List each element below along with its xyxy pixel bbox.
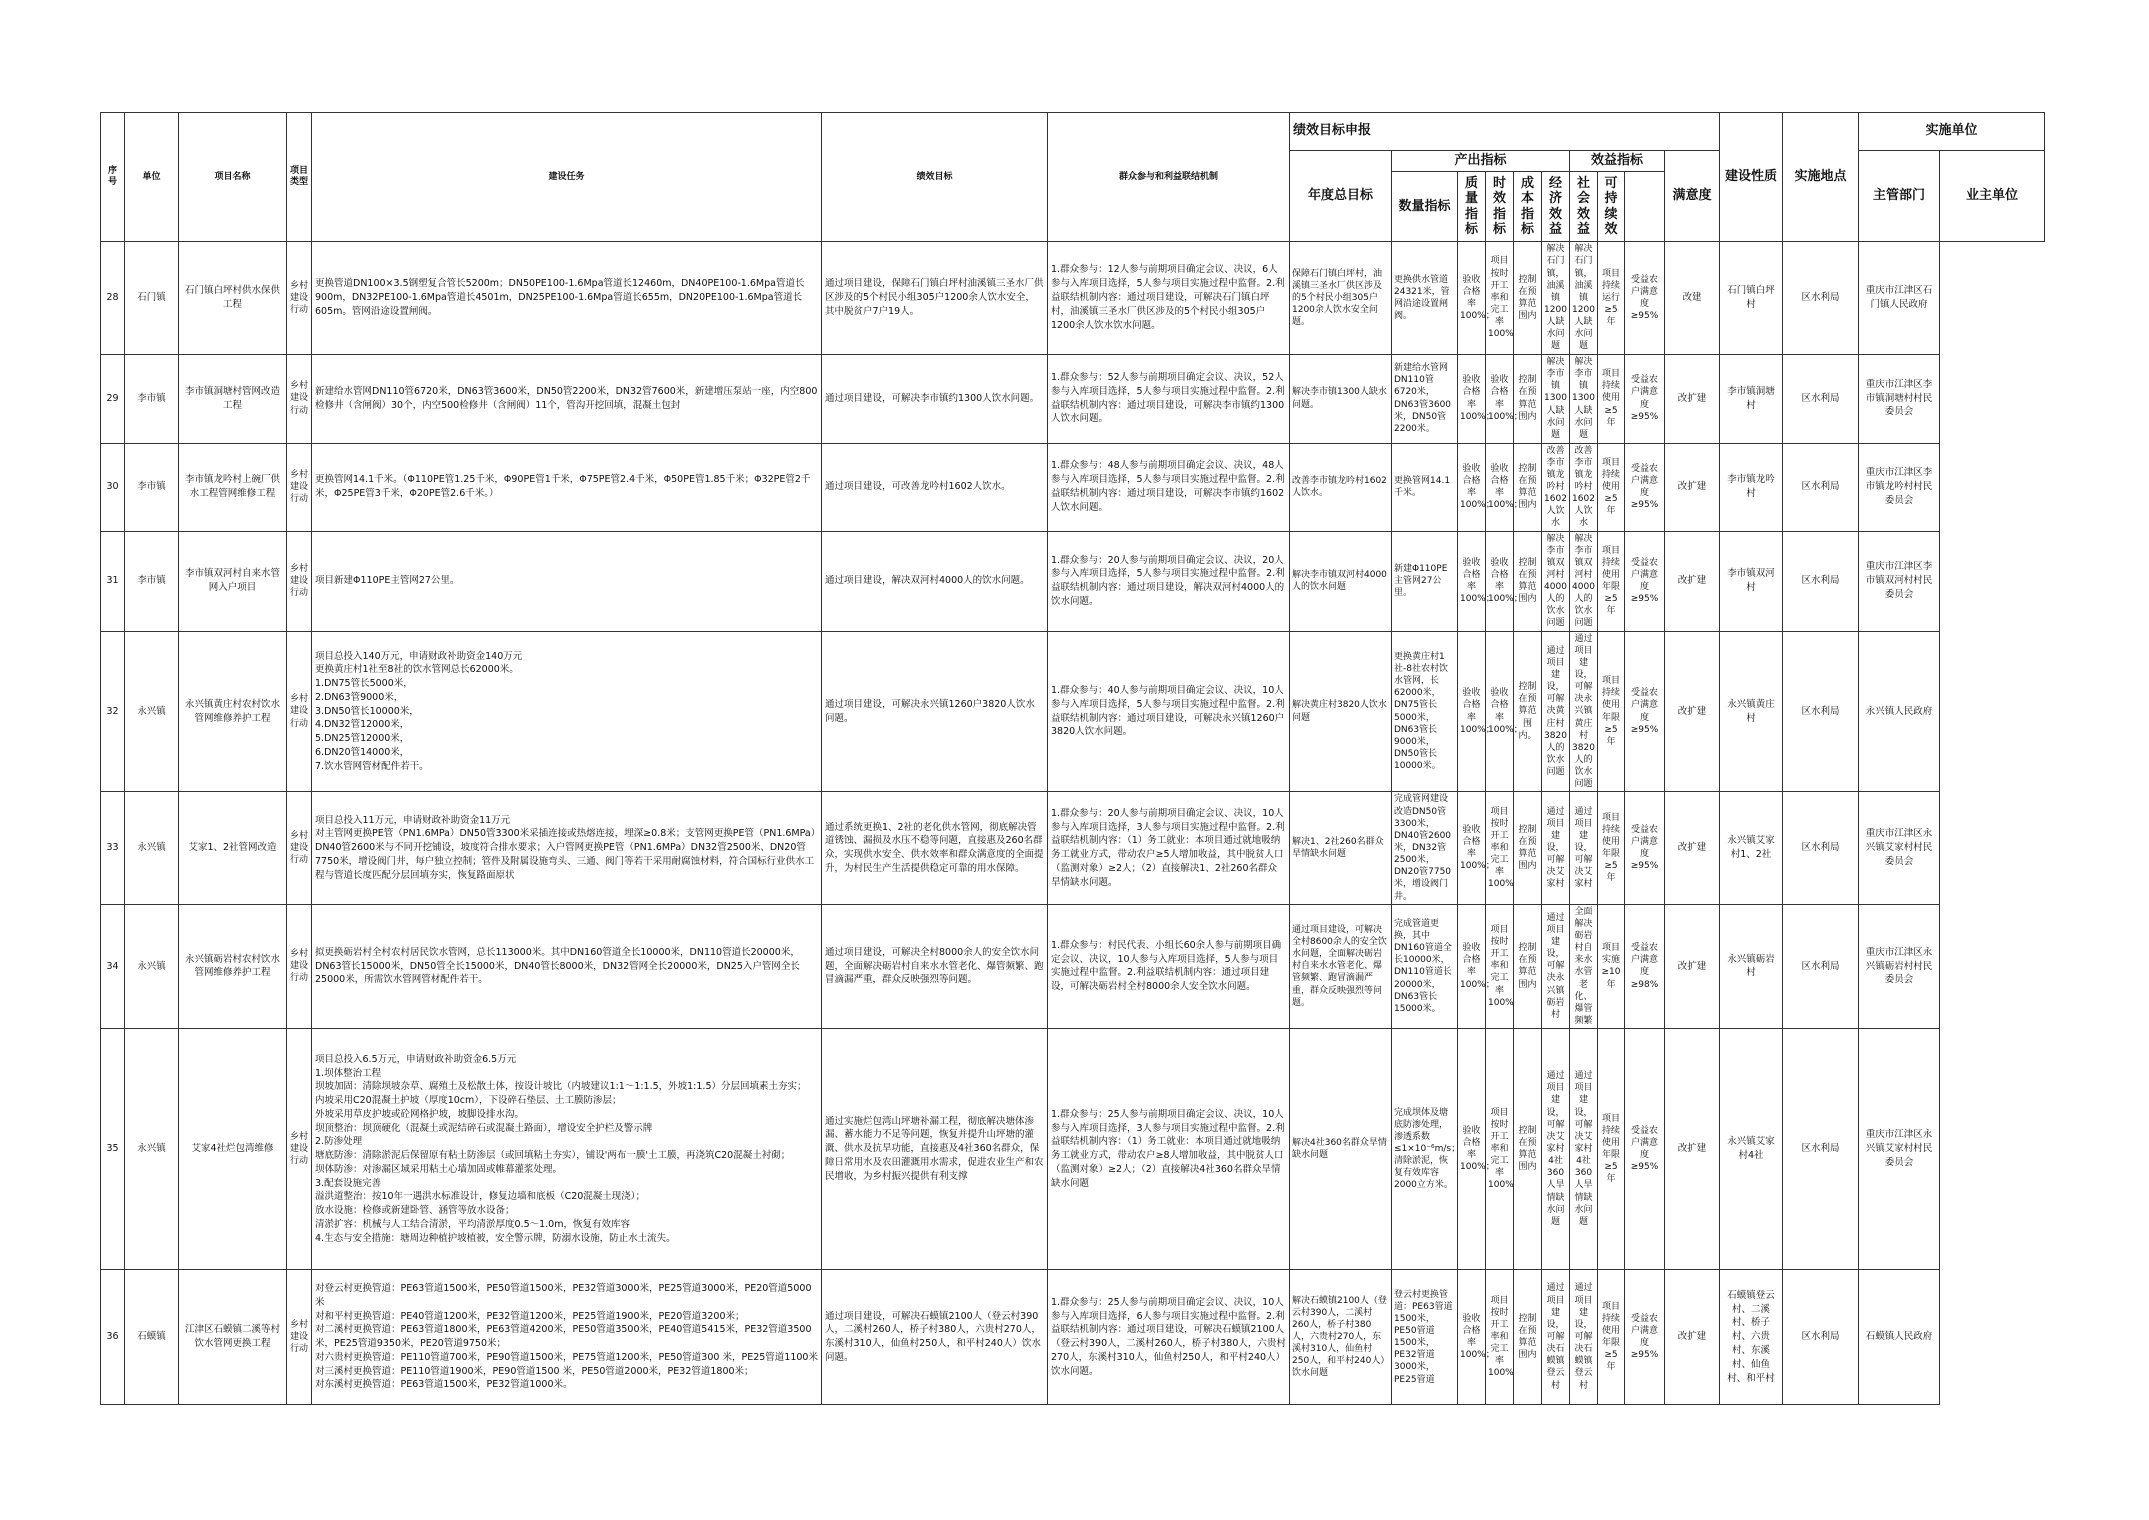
row-cost: 控制在预算范围内 [1514, 443, 1542, 531]
row-unit: 永兴镇 [125, 792, 179, 904]
header-social: 社会效益 [1570, 172, 1598, 242]
row-cost: 控制在预算范围内 [1514, 354, 1542, 443]
row-annual-goal: 解决李市镇1300人缺水问题。 [1290, 354, 1392, 443]
row-project-name: 永兴镇黄庄村农村饮水管网维修养护工程 [179, 631, 287, 792]
row-satisfaction: 受益农户满意度≥95% [1625, 354, 1665, 443]
row-owner: 重庆市江津区永兴镇砺岩村村民委员会 [1859, 904, 1940, 1028]
row-goal: 通过项目建设，解决双河村4000人的饮水问题。 [822, 531, 1048, 631]
row-quantity: 更换黄庄村1社-8社农村饮水管网，长62000米，DN75管长5000米，DN63管长9000米，DN50管长10000米。 [1392, 631, 1458, 792]
row-sustainable: 项目持续使用年限≥5年 [1598, 531, 1625, 631]
row-annual-goal: 改善李市镇龙吟村1602人饮水。 [1290, 443, 1392, 531]
row-quantity: 登云村更换管道：PE63管道1500米，PE50管道1500米，PE32管道3000米，PE25管道 [1392, 1270, 1458, 1405]
row-quantity: 更换供水管道24321米，管网沿途设置闸阀。 [1392, 242, 1458, 354]
row-mechanism: 1.群众参与：40人参与前期项目确定会议、决议，10人参与入库项目选择，5人参与项目实施过程中监督。2.利益联结机制内容：通过项目建设，可解决永兴镇1260户3820人饮水问题。 [1048, 631, 1290, 792]
row-project-type: 乡村建设行动 [287, 1029, 312, 1270]
row-satisfaction: 受益农户满意度≥95% [1625, 1029, 1665, 1270]
row-goal: 通过项目建设，可解决永兴镇1260户3820人饮水问题。 [822, 631, 1048, 792]
row-sustainable: 项目持续使用年限≥5年 [1598, 631, 1625, 792]
row-timeliness: 项目按时开工率和完工率100% [1486, 1270, 1514, 1405]
table-row [101, 1270, 2045, 1405]
row-owner: 重庆市江津区李市镇双河村村民委员会 [1859, 531, 1940, 631]
table-row [101, 443, 2045, 531]
row-project-name: 李市镇龙吟村上碗厂供水工程管网维修工程 [179, 443, 287, 531]
row-goal: 通过项目建设，可改善龙吟村1602人饮水。 [822, 443, 1048, 531]
header-project-type: 项目类型 [287, 113, 312, 242]
row-unit: 永兴镇 [125, 1029, 179, 1270]
row-project-name: 石门镇白坪村供水保供工程 [179, 242, 287, 354]
row-no: 32 [101, 631, 125, 792]
row-project-type: 乡村建设行动 [287, 531, 312, 631]
row-sustainable: 项目持续使用年限≥5年 [1598, 1029, 1625, 1270]
row-annual-goal: 通过项目建设，可解决全村8600余人的安全饮水问题，全面解决砺岩村自来水水管老化、爆管频繁、跑冒滴漏严重，群众反映强烈等问题。 [1290, 904, 1392, 1028]
header-perf-declare: 绩效目标申报 [1290, 113, 1720, 151]
row-project-type: 乡村建设行动 [287, 354, 312, 443]
row-nature: 改扩建 [1665, 631, 1720, 792]
header-quantity: 数量指标 [1392, 172, 1458, 242]
header-cost: 成本指标 [1514, 172, 1542, 242]
row-satisfaction: 受益农户满意度≥95% [1625, 242, 1665, 354]
row-social: 改善李市镇龙吟村1602人饮水 [1570, 443, 1598, 531]
row-social: 通过项目建设，可解决艾家村 [1570, 792, 1598, 904]
row-task: 项目总投入140万元，申请财政补助资金140万元 更换黄庄村1社至8社的饮水管网总长62000米。 1.DN75管长5000米， 2.DN63管9000米， 3.DN50管长10000米， 4.DN32管12000米， 5.DN25管12000米， 6.DN20管14000米， 7.饮水管网管材配件若干。 [312, 631, 822, 792]
row-owner: 重庆市江津区李市镇洞塘村村民委员会 [1859, 354, 1940, 443]
row-unit: 李市镇 [125, 531, 179, 631]
row-timeliness: 项目按时开工率和完工率100% [1486, 792, 1514, 904]
row-timeliness: 项目按时开工率和完工率100% [1486, 1029, 1514, 1270]
row-nature: 改建 [1665, 242, 1720, 354]
row-no: 35 [101, 1029, 125, 1270]
row-location: 石门镇白坪村 [1720, 242, 1783, 354]
row-no: 36 [101, 1270, 125, 1405]
row-nature: 改扩建 [1665, 1270, 1720, 1405]
row-task: 项目总投入6.5万元，申请财政补助资金6.5万元 1.坝体整治工程 坝坡加固：清除坝坡杂草、腐殖土及松散土体，按设计坡比（内坡建议1:1～1:1.5，外坡1:1.5）分层回填素土夯实； 内坡采用C20混凝土护坡（厚度10cm），下设碎石垫层、土工膜防渗层； 外坡采用草皮护坡或砼网格护坡，坡脚设排水沟。 坝顶整治：坝顶硬化（混凝土或泥结碎石或混凝土路面），增设安全护栏及警示牌 2.防渗处理 塘底防渗：清除淤泥后保留原有粘土防渗层（或回填粘土夯实），铺设'两布一膜'土工膜，再浇筑C20混凝土衬砌； 坝体防渗：对渗漏区域采用粘土心墙加固或帷幕灌浆处理。 3.配套设施完善 溢洪道整治：按10年一遇洪水标准设计，修复边墙和底板（C20混凝土现浇）； 放水设施：检修或新建卧管、涵管等放水设备； 清淤扩容：机械与人工结合清淤，平均清淤厚度0.5～1.0m，恢复有效库容 4.生态与安全措施：塘周边种植护坡植被，安全警示牌，防溺水设施，防止水土流失。 [312, 1029, 822, 1270]
row-mechanism: 1.群众参与：25人参与前期项目确定会议、决议，10人参与入库项目选择，3人参与项目实施过程中监督。2.利益联结机制内容：（1）务工就业：本项目通过就地吸纳务工就业方式，带动农户≥8人增加收益，其中脱贫人口（监测对象）≥2人；（2）直接解决4社360名群众旱情缺水问题 [1048, 1029, 1290, 1270]
header-unit: 单位 [125, 113, 179, 242]
row-social: 解决石门镇，油溪镇1200人缺水问题 [1570, 242, 1598, 354]
row-timeliness: 验收合格率100%； [1486, 354, 1514, 443]
row-mechanism: 1.群众参与：20人参与前期项目确定会议、决议，10人参与入库项目选择，3人参与项目实施过程中监督。2.利益联结机制内容：（1）务工就业：本项目通过就地吸纳务工就业方式，带动农户≥5人增加收益，其中脱贫人口（监测对象）≥2人；（2）直接解决1、2社260名群众旱情缺水问题。 [1048, 792, 1290, 904]
row-location: 永兴镇艾家村4社 [1720, 1029, 1783, 1270]
row-goal: 通过项目建设，可解决李市镇约1300人饮水问题。 [822, 354, 1048, 443]
row-no: 29 [101, 354, 125, 443]
row-nature: 改扩建 [1665, 1029, 1720, 1270]
row-mechanism: 1.群众参与：52人参与前期项目确定会议、决议，52人参与入库项目选择，5人参与项目实施过程中监督。2.利益联结机制内容：通过项目建设，可解决李市镇约1300人饮水问题。 [1048, 354, 1290, 443]
row-owner: 重庆市江津区石门镇人民政府 [1859, 242, 1940, 354]
row-quality: 验收合格率100%； [1458, 631, 1486, 792]
row-quality: 验收合格率100%； [1458, 531, 1486, 631]
row-unit: 石门镇 [125, 242, 179, 354]
row-annual-goal: 解决4社360名群众旱情缺水问题 [1290, 1029, 1392, 1270]
row-quality: 验收合格率100%； [1458, 242, 1486, 354]
row-task: 拟更换砺岩村全村农村居民饮水管网，总长113000米。其中DN160管道全长10000米，DN110管道长20000米，DN63管长15000米，DN50管全长15000米，DN40管长8000米，DN32管网全长20000米，DN25入户管网全长25000米，所需饮水管网管材配件若干。 [312, 904, 822, 1028]
row-location: 李市镇洞塘村 [1720, 354, 1783, 443]
row-quantity: 完成管道更换，其中DN160管道全长10000米，DN110管道长20000米，DN63管长15000米。 [1392, 904, 1458, 1028]
row-goal: 通过实施烂包湾山坪塘补漏工程，彻底解决塘体渗漏、蓄水能力不足等问题，恢复并提升山坪塘的灌溉、供水及抗旱功能，直接惠及4社360名群众，保障日常用水及农田灌溉用水需求，促进农业生产和农民增收，为乡村振兴提供有利支撑 [822, 1029, 1048, 1270]
row-timeliness: 验收合格率100%； [1486, 531, 1514, 631]
row-quality: 验收合格率100%； [1458, 904, 1486, 1028]
row-owner: 重庆市江津区永兴镇艾家村村民委员会 [1859, 1029, 1940, 1270]
row-project-type: 乡村建设行动 [287, 792, 312, 904]
header-impl: 实施单位 [1859, 113, 2045, 151]
table-body [101, 242, 2045, 1405]
row-mechanism: 1.群众参与：48人参与前期项目确定会议、决议，48人参与入库项目选择，5人参与项目实施过程中监督。2.利益联结机制内容：通过项目建设，可解决李市镇约1602人饮水问题。 [1048, 443, 1290, 531]
row-mechanism: 1.群众参与：20人参与前期项目确定会议、决议，20人参与入库项目选择，5人参与项目实施过程中监督。2.利益联结机制内容：通过项目建设，解决双河村4000人的饮水问题。 [1048, 531, 1290, 631]
row-cost: 控制在预算范围内 [1514, 1270, 1542, 1405]
row-sustainable: 项目持续使用年限≥5年 [1598, 1270, 1625, 1405]
row-task: 对登云村更换管道：PE63管道1500米，PE50管道1500米，PE32管道3000米，PE25管道3000米，PE20管道5000米 对和平村更换管道：PE40管道1200米，PE32管道1200米，PE25管道1900米，PE20管道3200米； 对二溪村更换管道：PE63管道1800米，PE63管道4200米，PE50管道3500米，PE40管道5415米，PE32管道3500米，PE25管道9350米，PE20管道9750米； 对六贵村更换管道：PE110管道700米，PE90管道1500米，PE75管道1200米，PE50管道300 米，PE25管道1100米 对三溪村更换管道：PE110管道1900米，PE90管道1500 米，PE50管道2000米，PE32管道1800米； 对东溪村更换管道：PE63管道1500米，PE32管道1000米。 [312, 1270, 822, 1405]
row-annual-goal: 解决1、2社260名群众旱情缺水问题 [1290, 792, 1392, 904]
row-location: 永兴镇砺岩村 [1720, 904, 1783, 1028]
row-economic: 通过项目建设，可解决艾家村 [1542, 792, 1570, 904]
table-row [101, 631, 2045, 792]
row-annual-goal: 解决李市镇双河村4000人的饮水问题 [1290, 531, 1392, 631]
row-no: 34 [101, 904, 125, 1028]
header-sustainable: 可持续效 [1598, 172, 1625, 242]
row-cost: 控制在预算范围内。 [1514, 631, 1542, 792]
row-quantity: 更换管网14.1千米。 [1392, 443, 1458, 531]
row-satisfaction: 受益农户满意度≥95% [1625, 792, 1665, 904]
header-annual-goal: 年度总目标 [1290, 151, 1392, 242]
row-project-type: 乡村建设行动 [287, 904, 312, 1028]
header-location: 实施地点 [1783, 113, 1859, 242]
row-annual-goal: 解决石蟆镇2100人（登云村390人，二溪村260人，桥子村380人，六贵村270人，东溪村310人，仙鱼村250人，和平村240人）饮水问题 [1290, 1270, 1392, 1405]
row-satisfaction: 受益农户满意度≥98% [1625, 904, 1665, 1028]
row-social: 全面解决砺岩村自来水水管老化、爆管频繁 [1570, 904, 1598, 1028]
header-timeliness: 时效指标 [1486, 172, 1514, 242]
header-owner: 业主单位 [1940, 151, 2045, 242]
row-task: 更换管道DN100×3.5钢塑复合管长5200m；DN50PE100-1.6Mpa管道长12460m，DN40PE100-1.6Mpa管道长900m，DN32PE100-1.6Mpa管道长4501m，DN25PE100-1.6Mpa管道长655m，DN20PE100-1.6Mpa管道长605m。管网沿途设置闸阀。 [312, 242, 822, 354]
row-cost: 控制在预算范围内 [1514, 1029, 1542, 1270]
row-owner: 石蟆镇人民政府 [1859, 1270, 1940, 1405]
row-nature: 改扩建 [1665, 531, 1720, 631]
row-quantity: 新建Φ110PE主管网27公里。 [1392, 531, 1458, 631]
row-unit: 李市镇 [125, 443, 179, 531]
row-annual-goal: 解决黄庄村3820人饮水问题 [1290, 631, 1392, 792]
row-timeliness: 项目按时开工率和完工率100% [1486, 904, 1514, 1028]
row-sustainable: 项目持续运行≥5年 [1598, 242, 1625, 354]
row-goal: 通过项目建设，保障石门镇白坪村油溪镇三圣水厂供区涉及的5个村民小组305户1200余人饮水安全，其中脱贫户7户19人。 [822, 242, 1048, 354]
row-quality: 验收合格率100%； [1458, 443, 1486, 531]
row-economic: 改善李市镇龙吟村1602人饮水 [1542, 443, 1570, 531]
row-satisfaction: 受益农户满意度≥95% [1625, 443, 1665, 531]
row-social: 通过项目建设，可解决艾家村4社360人旱情缺水问题 [1570, 1029, 1598, 1270]
row-quantity: 完成管网建设改造DN50管3300米，DN40管2600米，DN32管2500米，DN20管7750米，增设阀门井。 [1392, 792, 1458, 904]
table-row [101, 792, 2045, 904]
row-social: 通过项目建设，可解决永兴镇黄庄村3820人的饮水问题 [1570, 631, 1598, 792]
header-no: 序号 [101, 113, 125, 242]
row-task: 新建给水管网DN110管6720米，DN63管3600米，DN50管2200米，DN32管7600米，新建增压泵站一座，内空800检修井（含闸阀）30个，内空500检修井（含闸阀）11个，管沟开挖回填，混凝土包封 [312, 354, 822, 443]
row-quality: 验收合格率100%； [1458, 1029, 1486, 1270]
row-dept: 区水利局 [1783, 792, 1859, 904]
header-nature: 建设性质 [1720, 113, 1783, 242]
table-row [101, 242, 2045, 354]
header-quality: 质量指标 [1458, 172, 1486, 242]
row-satisfaction: 受益农户满意度≥95% [1625, 531, 1665, 631]
row-location: 石蟆镇登云村、二溪村、桥子村、六贵村、东溪村、仙鱼村、和平村 [1720, 1270, 1783, 1405]
header-output: 产出指标 [1392, 151, 1570, 172]
row-timeliness: 项目按时开工率和完工率100% [1486, 242, 1514, 354]
row-timeliness: 验收合格率100%； [1486, 631, 1514, 792]
row-nature: 改扩建 [1665, 792, 1720, 904]
row-cost: 控制在预算范围内 [1514, 904, 1542, 1028]
header-satisfaction: 满意度 [1665, 151, 1720, 242]
row-economic: 通过项目建设，可解决黄庄村3820人的饮水问题 [1542, 631, 1570, 792]
header-mechanism: 群众参与和利益联结机制 [1048, 113, 1290, 242]
row-quality: 验收合格率100%； [1458, 354, 1486, 443]
row-task: 项目总投入11万元，申请财政补助资金11万元 对主管网更换PE管（PN1.6MPa）DN50管3300米采插连接或热熔连接，埋深≥0.8米；支管网更换PE管（PN1.6MPa）DN40管2600米与不同开挖铺设，坡度符合排水要求；入户管网更换PE管（PN1.6MPa）DN32管2500米、DN20管7750米，增设阀门井，每户独立控制；管件及附属设施弯头、三通、阀门等若干采用耐腐蚀材料，符合国标行业供水工程与管道长度匹配分层回填夯实，恢复路面原状 [312, 792, 822, 904]
row-no: 28 [101, 242, 125, 354]
row-goal: 通过系统更换1、2社的老化供水管网，彻底解决管道锈蚀、漏损及水压不稳等问题，直接惠及260名群众，实现供水安全、供水效率和群众满意度的全面提升，为村民生产生活提供稳定可靠的用水保障。 [822, 792, 1048, 904]
row-cost: 控制在预算范围内 [1514, 242, 1542, 354]
row-location: 李市镇双河村 [1720, 531, 1783, 631]
row-satisfaction: 受益农户满意度≥95% [1625, 1270, 1665, 1405]
row-social: 解决李市镇1300人缺水问题 [1570, 354, 1598, 443]
row-economic: 解决李市镇双河村4000人的饮水问题 [1542, 531, 1570, 631]
row-dept: 区水利局 [1783, 354, 1859, 443]
table-row [101, 1029, 2045, 1270]
project-table [100, 112, 2045, 1405]
row-dept: 区水利局 [1783, 1029, 1859, 1270]
row-sustainable: 项目实施≥10年 [1598, 904, 1625, 1028]
row-project-type: 乡村建设行动 [287, 443, 312, 531]
row-sustainable: 项目持续使用年限≥5年 [1598, 792, 1625, 904]
row-location: 李市镇龙吟村 [1720, 443, 1783, 531]
header-task: 建设任务 [312, 113, 822, 242]
row-project-name: 艾家1、2社管网改造 [179, 792, 287, 904]
row-dept: 区水利局 [1783, 631, 1859, 792]
row-owner: 永兴镇人民政府 [1859, 631, 1940, 792]
header-project-name: 项目名称 [179, 113, 287, 242]
row-project-type: 乡村建设行动 [287, 1270, 312, 1405]
row-economic: 解决李市镇1300人缺水问题 [1542, 354, 1570, 443]
row-mechanism: 1.群众参与：25人参与前期项目确定会议、决议，10人参与入库项目选择，6人参与项目实施过程中监督。2.利益联结机制内容：通过项目建设，可解决石蟆镇2100人（登云村390人，二溪村260人，桥子村380人，六贵村270人，东溪村310人，仙鱼村250人，和平村240人）饮水问题。 [1048, 1270, 1290, 1405]
row-quality: 验收合格率100%； [1458, 792, 1486, 904]
row-dept: 区水利局 [1783, 904, 1859, 1028]
row-no: 30 [101, 443, 125, 531]
row-dept: 区水利局 [1783, 443, 1859, 531]
row-quantity: 完成坝体及塘底防渗处理，渗透系数≤1×10⁻⁶m/s；清除淤泥，恢复有效库容2000立方米。 [1392, 1029, 1458, 1270]
row-satisfaction: 受益农户满意度≥95% [1625, 631, 1665, 792]
row-location: 永兴镇艾家村1、2社 [1720, 792, 1783, 904]
row-project-name: 江津区石蟆镇二溪等村饮水管网更换工程 [179, 1270, 287, 1405]
row-sustainable: 项目持续使用≥5年 [1598, 354, 1625, 443]
row-unit: 永兴镇 [125, 631, 179, 792]
row-dept: 区水利局 [1783, 1270, 1859, 1405]
table-row [101, 531, 2045, 631]
row-goal: 通过项目建设，可解决石蟆镇2100人（登云村390人，二溪村260人，桥子村380人，六贵村270人，东溪村310人，仙鱼村250人，和平村240人）饮水问题。 [822, 1270, 1048, 1405]
row-no: 33 [101, 792, 125, 904]
row-owner: 重庆市江津区李市镇龙吟村村民委员会 [1859, 443, 1940, 531]
row-project-name: 艾家4社烂包湾维修 [179, 1029, 287, 1270]
header-benefit: 效益指标 [1570, 151, 1665, 172]
row-dept: 区水利局 [1783, 531, 1859, 631]
row-unit: 石蟆镇 [125, 1270, 179, 1405]
row-social: 通过项目建设，可解决石蟆镇登云村 [1570, 1270, 1598, 1405]
row-social: 解决李市镇双河村4000人的饮水问题 [1570, 531, 1598, 631]
table-row [101, 354, 2045, 443]
row-timeliness: 验收合格率100%； [1486, 443, 1514, 531]
row-nature: 改扩建 [1665, 354, 1720, 443]
row-dept: 区水利局 [1783, 242, 1859, 354]
header-dept: 主管部门 [1859, 151, 1940, 242]
row-project-name: 李市镇双河村自来水管网入户项目 [179, 531, 287, 631]
row-project-type: 乡村建设行动 [287, 242, 312, 354]
row-quality: 验收合格率100%； [1458, 1270, 1486, 1405]
row-goal: 通过项目建设，可解决全村8000余人的安全饮水问题，全面解决砺岩村自来水水管老化、爆管频繁、跑冒滴漏严重，群众反映强烈等问题。 [822, 904, 1048, 1028]
row-mechanism: 1.群众参与：12人参与前期项目确定会议、决议，6人参与入库项目选择，5人参与项目实施过程中监督。2.利益联结机制内容：通过项目建设，可解决石门镇白坪村，油溪镇三圣水厂供区涉及的5个村民小组305户1200余人饮水饮水问题。 [1048, 242, 1290, 354]
row-economic: 解决石门镇，油溪镇1200人缺水问题 [1542, 242, 1570, 354]
row-nature: 改扩建 [1665, 443, 1720, 531]
row-sustainable: 项目持续使用≥5年 [1598, 443, 1625, 531]
header-goal: 绩效目标 [822, 113, 1048, 242]
row-location: 永兴镇黄庄村 [1720, 631, 1783, 792]
row-economic: 通过项目建设，可解决石蟆镇登云村 [1542, 1270, 1570, 1405]
row-project-type: 乡村建设行动 [287, 631, 312, 792]
row-annual-goal: 保障石门镇白坪村，油溪镇三圣水厂供区涉及的5个村民小组305户1200余人饮水安全问题。 [1290, 242, 1392, 354]
row-mechanism: 1.群众参与：村民代表、小组长60余人参与前期项目确定会议、决议，10人参与入库项目选择，5人参与项目实施过程中监督。2.利益联结机制内容：通过项目建设，可解决砺岩村全村8000余人安全饮水问题。 [1048, 904, 1290, 1028]
table-header [101, 113, 2045, 242]
row-task: 更换管网14.1千米。（Φ110PE管1.25千米，Φ90PE管1千米，Φ75PE管2.4千米，Φ50PE管1.85千米；Φ32PE管2千米，Φ25PE管3千米，Φ20PE管2.6千米。） [312, 443, 822, 531]
row-project-name: 李市镇洞塘村管网改造工程 [179, 354, 287, 443]
row-project-name: 永兴镇砺岩村农村饮水管网维修养护工程 [179, 904, 287, 1028]
header-economic: 经济效益 [1542, 172, 1570, 242]
row-unit: 李市镇 [125, 354, 179, 443]
row-unit: 永兴镇 [125, 904, 179, 1028]
row-economic: 通过项目建设，可解决永兴镇砺岩村 [1542, 904, 1570, 1028]
table-row [101, 904, 2045, 1028]
row-nature: 改扩建 [1665, 904, 1720, 1028]
row-cost: 控制在预算范围内 [1514, 531, 1542, 631]
row-no: 31 [101, 531, 125, 631]
row-owner: 重庆市江津区永兴镇艾家村村民委员会 [1859, 792, 1940, 904]
row-economic: 通过项目建设，可解决艾家村4社360人旱情缺水问题 [1542, 1029, 1570, 1270]
row-cost: 控制在预算范围内 [1514, 792, 1542, 904]
row-task: 项目新建Φ110PE主管网27公里。 [312, 531, 822, 631]
row-quantity: 新建给水管网DN110管6720米，DN63管3600米，DN50管2200米。 [1392, 354, 1458, 443]
